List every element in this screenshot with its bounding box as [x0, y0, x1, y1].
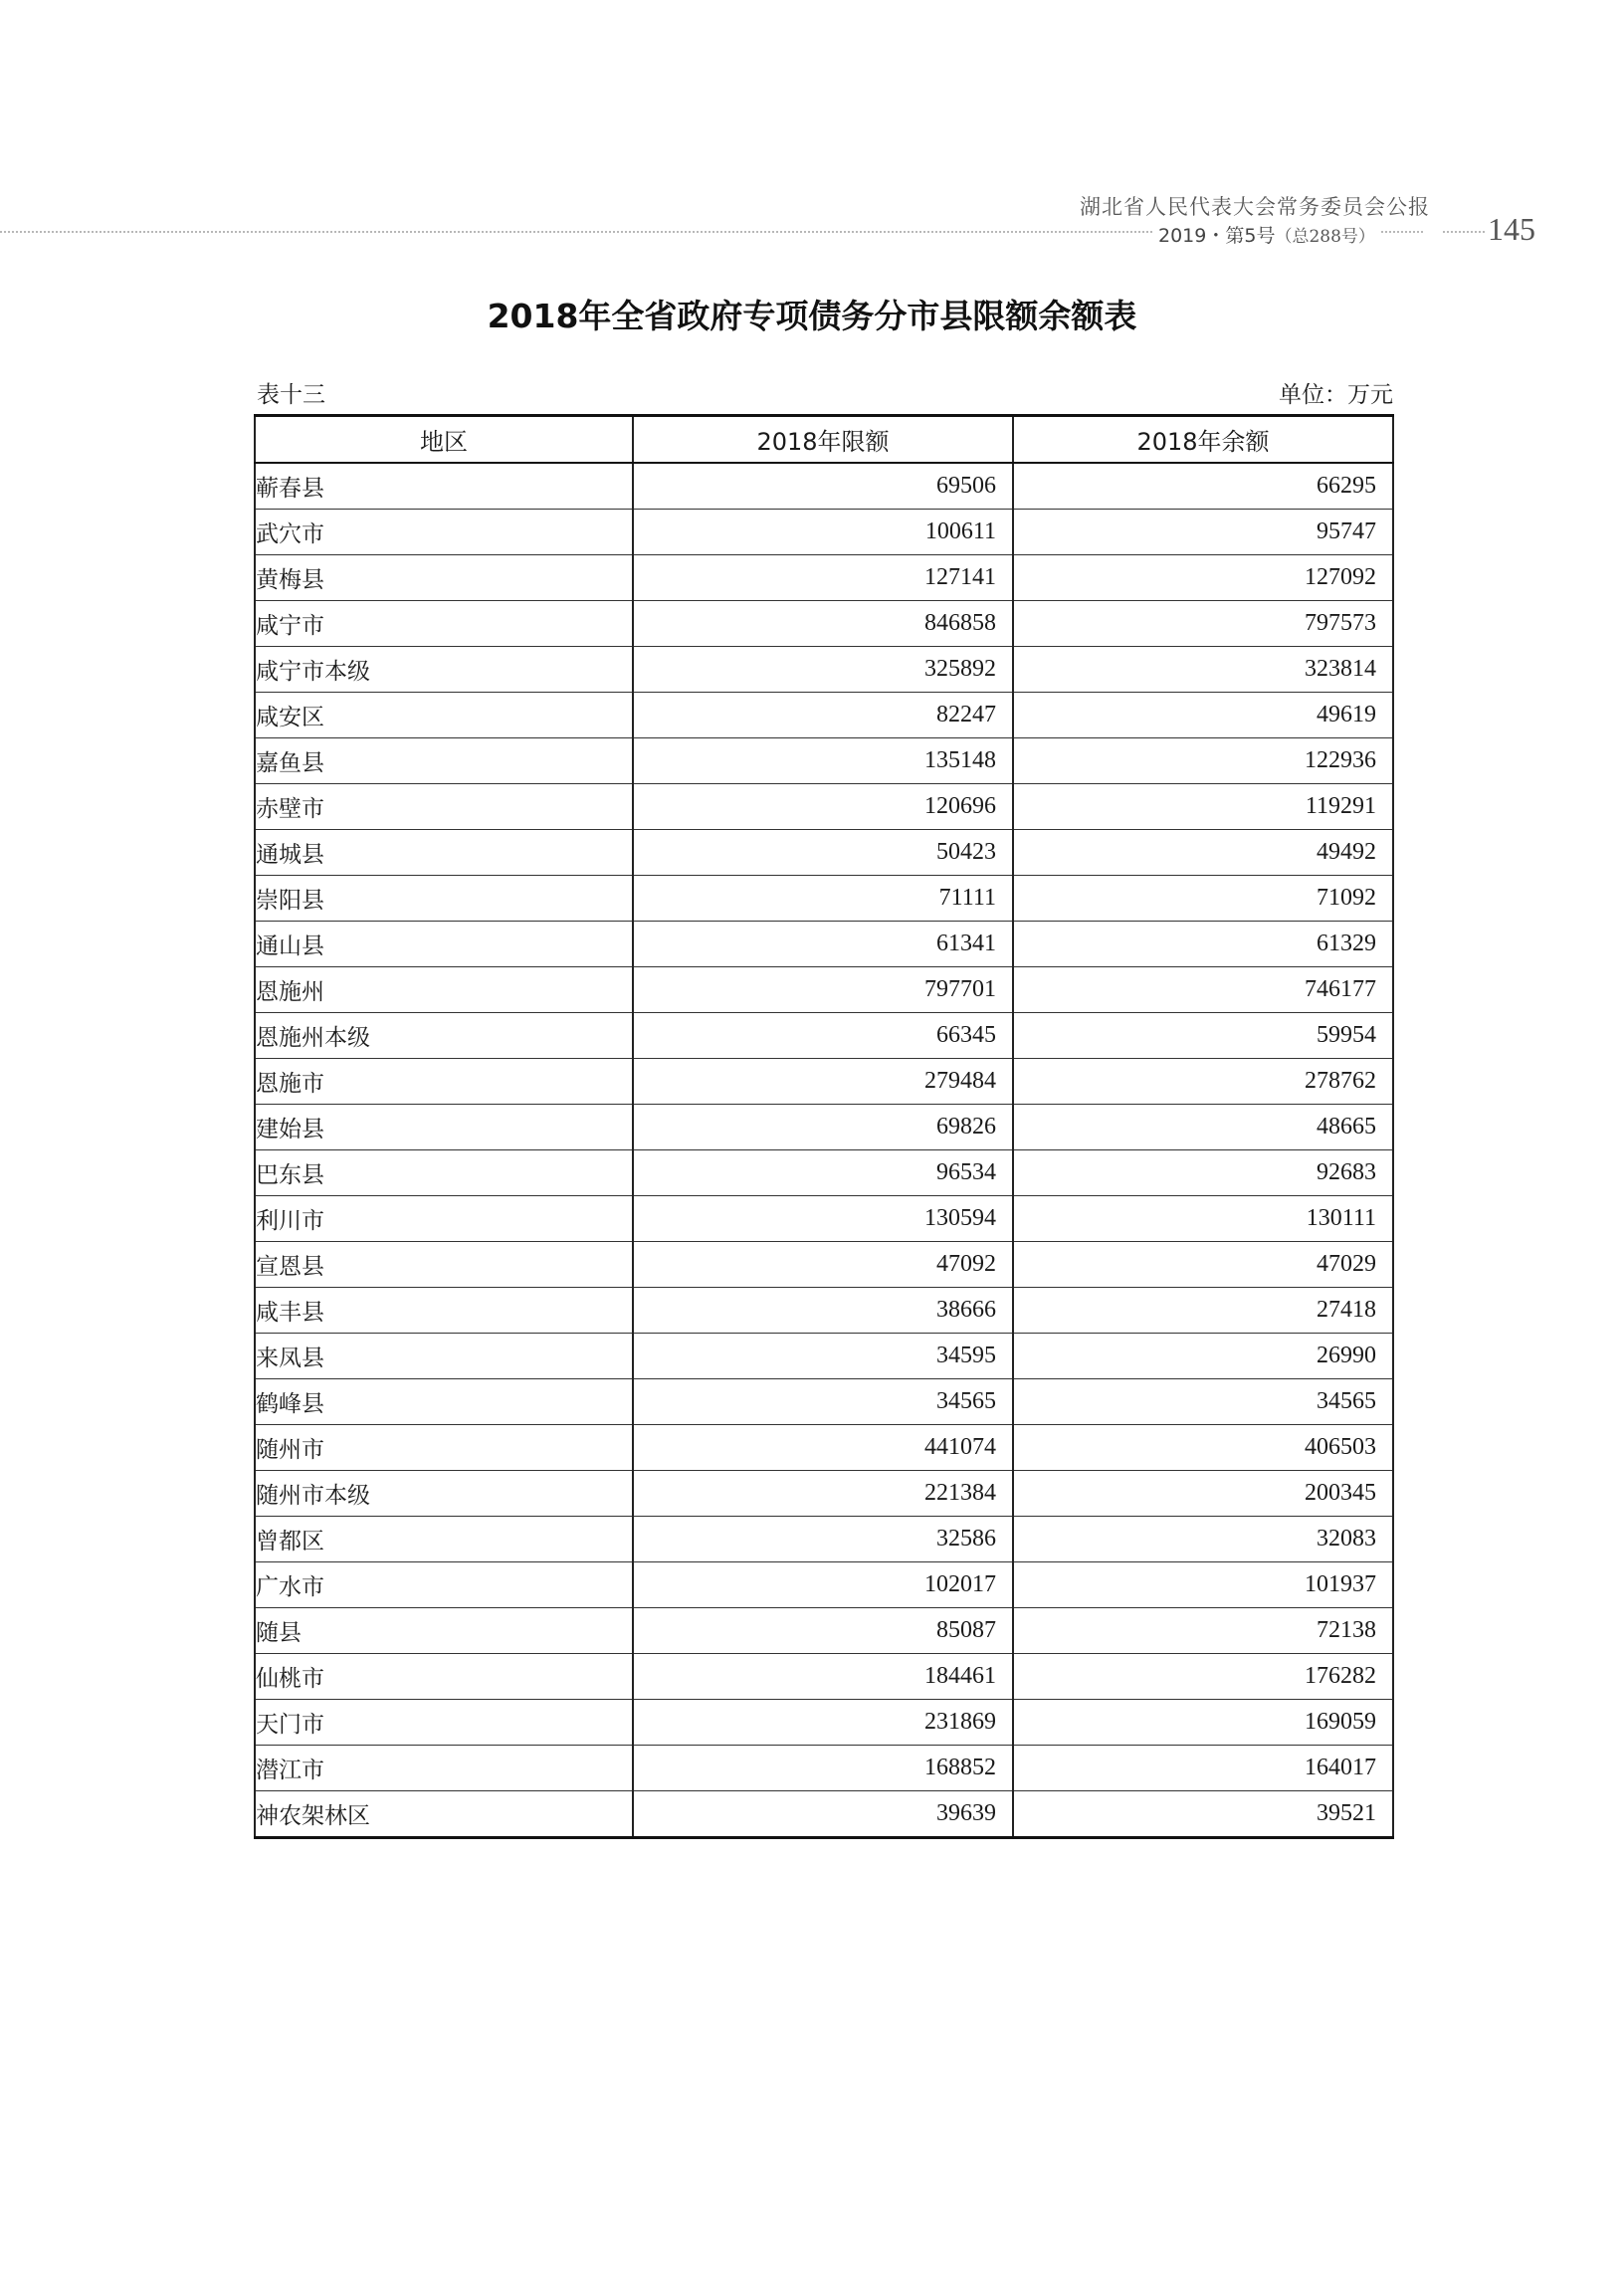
column-header-balance: 2018年余额	[1013, 416, 1393, 464]
region-cell: 崇阳县	[255, 876, 633, 922]
region-cell: 恩施市	[255, 1059, 633, 1105]
table-row	[255, 1105, 1393, 1150]
table-row	[255, 1654, 1393, 1700]
table-row	[255, 967, 1393, 1013]
table-row	[255, 1471, 1393, 1517]
limit-cell: 50423	[633, 830, 1013, 876]
table-row	[255, 1013, 1393, 1059]
balance-cell: 59954	[1013, 1013, 1393, 1059]
limit-cell: 32586	[633, 1517, 1013, 1562]
balance-cell: 72138	[1013, 1608, 1393, 1654]
table-row	[255, 601, 1393, 647]
region-cell: 建始县	[255, 1105, 633, 1150]
region-cell: 仙桃市	[255, 1654, 633, 1700]
limit-cell: 279484	[633, 1059, 1013, 1105]
limit-cell: 325892	[633, 647, 1013, 693]
balance-cell: 119291	[1013, 784, 1393, 830]
region-cell: 蕲春县	[255, 463, 633, 510]
balance-cell: 127092	[1013, 555, 1393, 601]
table-row	[255, 693, 1393, 738]
issue-info	[1152, 221, 1381, 248]
table-row	[255, 1242, 1393, 1288]
issue-number: 2019・第5号	[1158, 225, 1276, 247]
limit-cell: 127141	[633, 555, 1013, 601]
limit-cell: 221384	[633, 1471, 1013, 1517]
limit-cell: 102017	[633, 1562, 1013, 1608]
region-cell: 咸宁市	[255, 601, 633, 647]
limit-cell: 96534	[633, 1150, 1013, 1196]
limit-cell: 34595	[633, 1334, 1013, 1379]
table-row	[255, 830, 1393, 876]
balance-cell: 164017	[1013, 1746, 1393, 1791]
table-label: 表十三	[257, 382, 325, 408]
limit-cell: 82247	[633, 693, 1013, 738]
column-header-limit: 2018年限额	[633, 416, 1013, 464]
limit-cell: 100611	[633, 510, 1013, 555]
region-cell: 通城县	[255, 830, 633, 876]
region-cell: 巴东县	[255, 1150, 633, 1196]
publication-name: 湖北省人民代表大会常务委员会公报	[1080, 195, 1430, 219]
table-row	[255, 1379, 1393, 1425]
limit-cell: 797701	[633, 967, 1013, 1013]
region-cell: 广水市	[255, 1562, 633, 1608]
limit-cell: 441074	[633, 1425, 1013, 1471]
table-row	[255, 1791, 1393, 1838]
table-row	[255, 1150, 1393, 1196]
table-row	[255, 1196, 1393, 1242]
region-cell: 咸安区	[255, 693, 633, 738]
table-row	[255, 1608, 1393, 1654]
table-row	[255, 784, 1393, 830]
balance-cell: 61329	[1013, 922, 1393, 967]
limit-cell: 39639	[633, 1791, 1013, 1838]
region-cell: 武穴市	[255, 510, 633, 555]
page-number: 145	[1488, 211, 1535, 247]
balance-cell: 47029	[1013, 1242, 1393, 1288]
table-row	[255, 463, 1393, 510]
limit-cell: 69826	[633, 1105, 1013, 1150]
region-cell: 黄梅县	[255, 555, 633, 601]
region-cell: 通山县	[255, 922, 633, 967]
balance-cell: 27418	[1013, 1288, 1393, 1334]
table-row	[255, 1517, 1393, 1562]
limit-cell: 71111	[633, 876, 1013, 922]
table-row	[255, 1334, 1393, 1379]
table-row	[255, 510, 1393, 555]
balance-cell: 797573	[1013, 601, 1393, 647]
balance-cell: 92683	[1013, 1150, 1393, 1196]
limit-cell: 130594	[633, 1196, 1013, 1242]
table-row	[255, 1059, 1393, 1105]
balance-cell: 130111	[1013, 1196, 1393, 1242]
region-cell: 来凤县	[255, 1334, 633, 1379]
balance-cell: 32083	[1013, 1517, 1393, 1562]
region-cell: 利川市	[255, 1196, 633, 1242]
limit-cell: 61341	[633, 922, 1013, 967]
table-row	[255, 922, 1393, 967]
limit-cell: 168852	[633, 1746, 1013, 1791]
region-cell: 鹤峰县	[255, 1379, 633, 1425]
table-row	[255, 647, 1393, 693]
region-cell: 潜江市	[255, 1746, 633, 1791]
region-cell: 赤壁市	[255, 784, 633, 830]
balance-cell: 71092	[1013, 876, 1393, 922]
balance-cell: 26990	[1013, 1334, 1393, 1379]
limit-cell: 85087	[633, 1608, 1013, 1654]
debt-table	[254, 414, 1394, 1839]
balance-cell: 49492	[1013, 830, 1393, 876]
balance-cell: 176282	[1013, 1654, 1393, 1700]
limit-cell: 120696	[633, 784, 1013, 830]
region-cell: 随县	[255, 1608, 633, 1654]
region-cell: 天门市	[255, 1700, 633, 1746]
balance-cell: 34565	[1013, 1379, 1393, 1425]
unit-label: 单位：万元	[1279, 382, 1393, 408]
table-row	[255, 1746, 1393, 1791]
limit-cell: 135148	[633, 738, 1013, 784]
table-row	[255, 1562, 1393, 1608]
balance-cell: 66295	[1013, 463, 1393, 510]
balance-cell: 200345	[1013, 1471, 1393, 1517]
region-cell: 随州市本级	[255, 1471, 633, 1517]
limit-cell: 47092	[633, 1242, 1013, 1288]
table-header-row	[255, 416, 1393, 464]
balance-cell: 101937	[1013, 1562, 1393, 1608]
table-row	[255, 1288, 1393, 1334]
balance-cell: 323814	[1013, 647, 1393, 693]
balance-cell: 95747	[1013, 510, 1393, 555]
table-body	[255, 463, 1393, 1838]
balance-cell: 278762	[1013, 1059, 1393, 1105]
region-cell: 恩施州本级	[255, 1013, 633, 1059]
limit-cell: 184461	[633, 1654, 1013, 1700]
balance-cell: 169059	[1013, 1700, 1393, 1746]
region-cell: 恩施州	[255, 967, 633, 1013]
table-row	[255, 1425, 1393, 1471]
header-rule-right	[1443, 231, 1485, 233]
balance-cell: 49619	[1013, 693, 1393, 738]
balance-cell: 406503	[1013, 1425, 1393, 1471]
limit-cell: 231869	[633, 1700, 1013, 1746]
region-cell: 咸丰县	[255, 1288, 633, 1334]
balance-cell: 39521	[1013, 1791, 1393, 1838]
limit-cell: 34565	[633, 1379, 1013, 1425]
balance-cell: 122936	[1013, 738, 1393, 784]
limit-cell: 846858	[633, 601, 1013, 647]
balance-cell: 48665	[1013, 1105, 1393, 1150]
table-row	[255, 876, 1393, 922]
region-cell: 随州市	[255, 1425, 633, 1471]
region-cell: 嘉鱼县	[255, 738, 633, 784]
table-row	[255, 555, 1393, 601]
region-cell: 咸宁市本级	[255, 647, 633, 693]
region-cell: 曾都区	[255, 1517, 633, 1562]
column-header-region: 地区	[255, 416, 633, 464]
issue-total: （总288号）	[1275, 227, 1375, 247]
region-cell: 神农架林区	[255, 1791, 633, 1838]
table-row	[255, 738, 1393, 784]
limit-cell: 38666	[633, 1288, 1013, 1334]
limit-cell: 66345	[633, 1013, 1013, 1059]
region-cell: 宣恩县	[255, 1242, 633, 1288]
balance-cell: 746177	[1013, 967, 1393, 1013]
document-title: 2018年全省政府专项债务分市县限额余额表	[487, 297, 1137, 335]
table-row	[255, 1700, 1393, 1746]
limit-cell: 69506	[633, 463, 1013, 510]
